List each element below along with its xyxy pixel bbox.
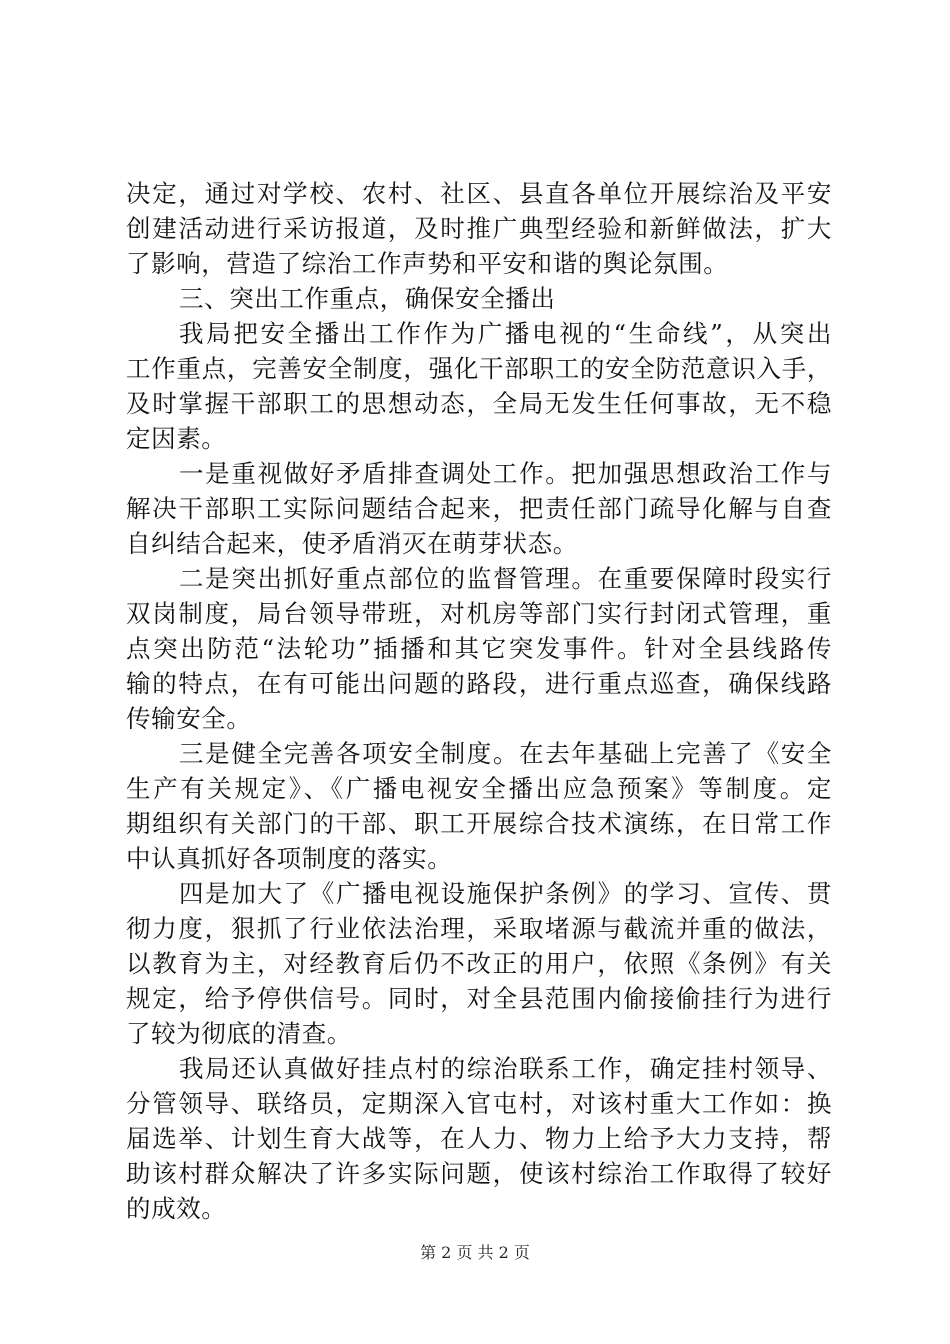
- text-line: 了影响，营造了综治工作声势和平安和谐的舆论氛围。: [126, 249, 729, 278]
- text-line: 点突出防范“法轮功”插播和其它突发事件。针对全县线路传: [126, 634, 832, 663]
- text-line: 生产有关规定》、《广播电视安全播出应急预案》等制度。定: [126, 774, 832, 803]
- text-line: 及时掌握干部职工的思想动态，全局无发生任何事故，无不稳: [126, 389, 832, 418]
- text-line: 届选举、计划生育大战等，在人力、物力上给予大力支持，帮: [126, 1124, 832, 1153]
- text-line: 我局还认真做好挂点村的综治联系工作，确定挂村领导、: [179, 1054, 832, 1083]
- text-line: 助该村群众解决了许多实际问题，使该村综治工作取得了较好: [126, 1159, 832, 1188]
- text-line: 彻力度，狠抓了行业依法治理，采取堵源与截流并重的做法，: [126, 914, 832, 943]
- text-line: 规定，给予停供信号。同时，对全县范围内偷接偷挂行为进行: [126, 984, 832, 1013]
- text-line: 决定，通过对学校、农村、社区、县直各单位开展综治及平安: [126, 179, 832, 208]
- text-line: 的成效。: [126, 1194, 227, 1223]
- text-line: 创建活动进行采访报道，及时推广典型经验和新鲜做法，扩大: [126, 214, 832, 243]
- text-line: 输的特点，在有可能出问题的路段，进行重点巡查，确保线路: [126, 669, 832, 698]
- text-line: 期组织有关部门的干部、职工开展综合技术演练，在日常工作: [126, 809, 832, 838]
- text-line: 定因素。: [126, 424, 227, 453]
- text-line: 解决干部职工实际问题结合起来，把责任部门疏导化解与自查: [126, 494, 832, 523]
- text-line: 以教育为主，对经教育后仍不改正的用户，依照《条例》有关: [126, 949, 832, 978]
- text-line: 工作重点，完善安全制度，强化干部职工的安全防范意识入手，: [126, 354, 832, 383]
- text-line: 三、突出工作重点，确保安全播出: [179, 284, 556, 313]
- text-line: 分管领导、联络员，定期深入官屯村，对该村重大工作如：换: [126, 1089, 832, 1118]
- text-line: 了较为彻底的清查。: [126, 1019, 352, 1048]
- text-line: 我局把安全播出工作作为广播电视的“生命线”，从突出: [179, 319, 832, 348]
- text-line: 传输安全。: [126, 704, 252, 733]
- text-line: 三是健全完善各项安全制度。在去年基础上完善了《安全: [179, 739, 832, 768]
- text-line: 双岗制度，局台领导带班，对机房等部门实行封闭式管理，重: [126, 599, 832, 628]
- text-line: 中认真抓好各项制度的落实。: [126, 844, 453, 873]
- page-number-footer: 第 2 页 共 2 页: [420, 1243, 530, 1262]
- text-line: 四是加大了《广播电视设施保护条例》的学习、宣传、贯: [179, 879, 832, 908]
- text-line: 自纠结合起来，使矛盾消灭在萌芽状态。: [126, 529, 578, 558]
- document-body: [126, 176, 832, 1226]
- text-line: 二是突出抓好重点部位的监督管理。在重要保障时段实行: [179, 564, 832, 593]
- text-line: 一是重视做好矛盾排查调处工作。把加强思想政治工作与: [179, 459, 832, 488]
